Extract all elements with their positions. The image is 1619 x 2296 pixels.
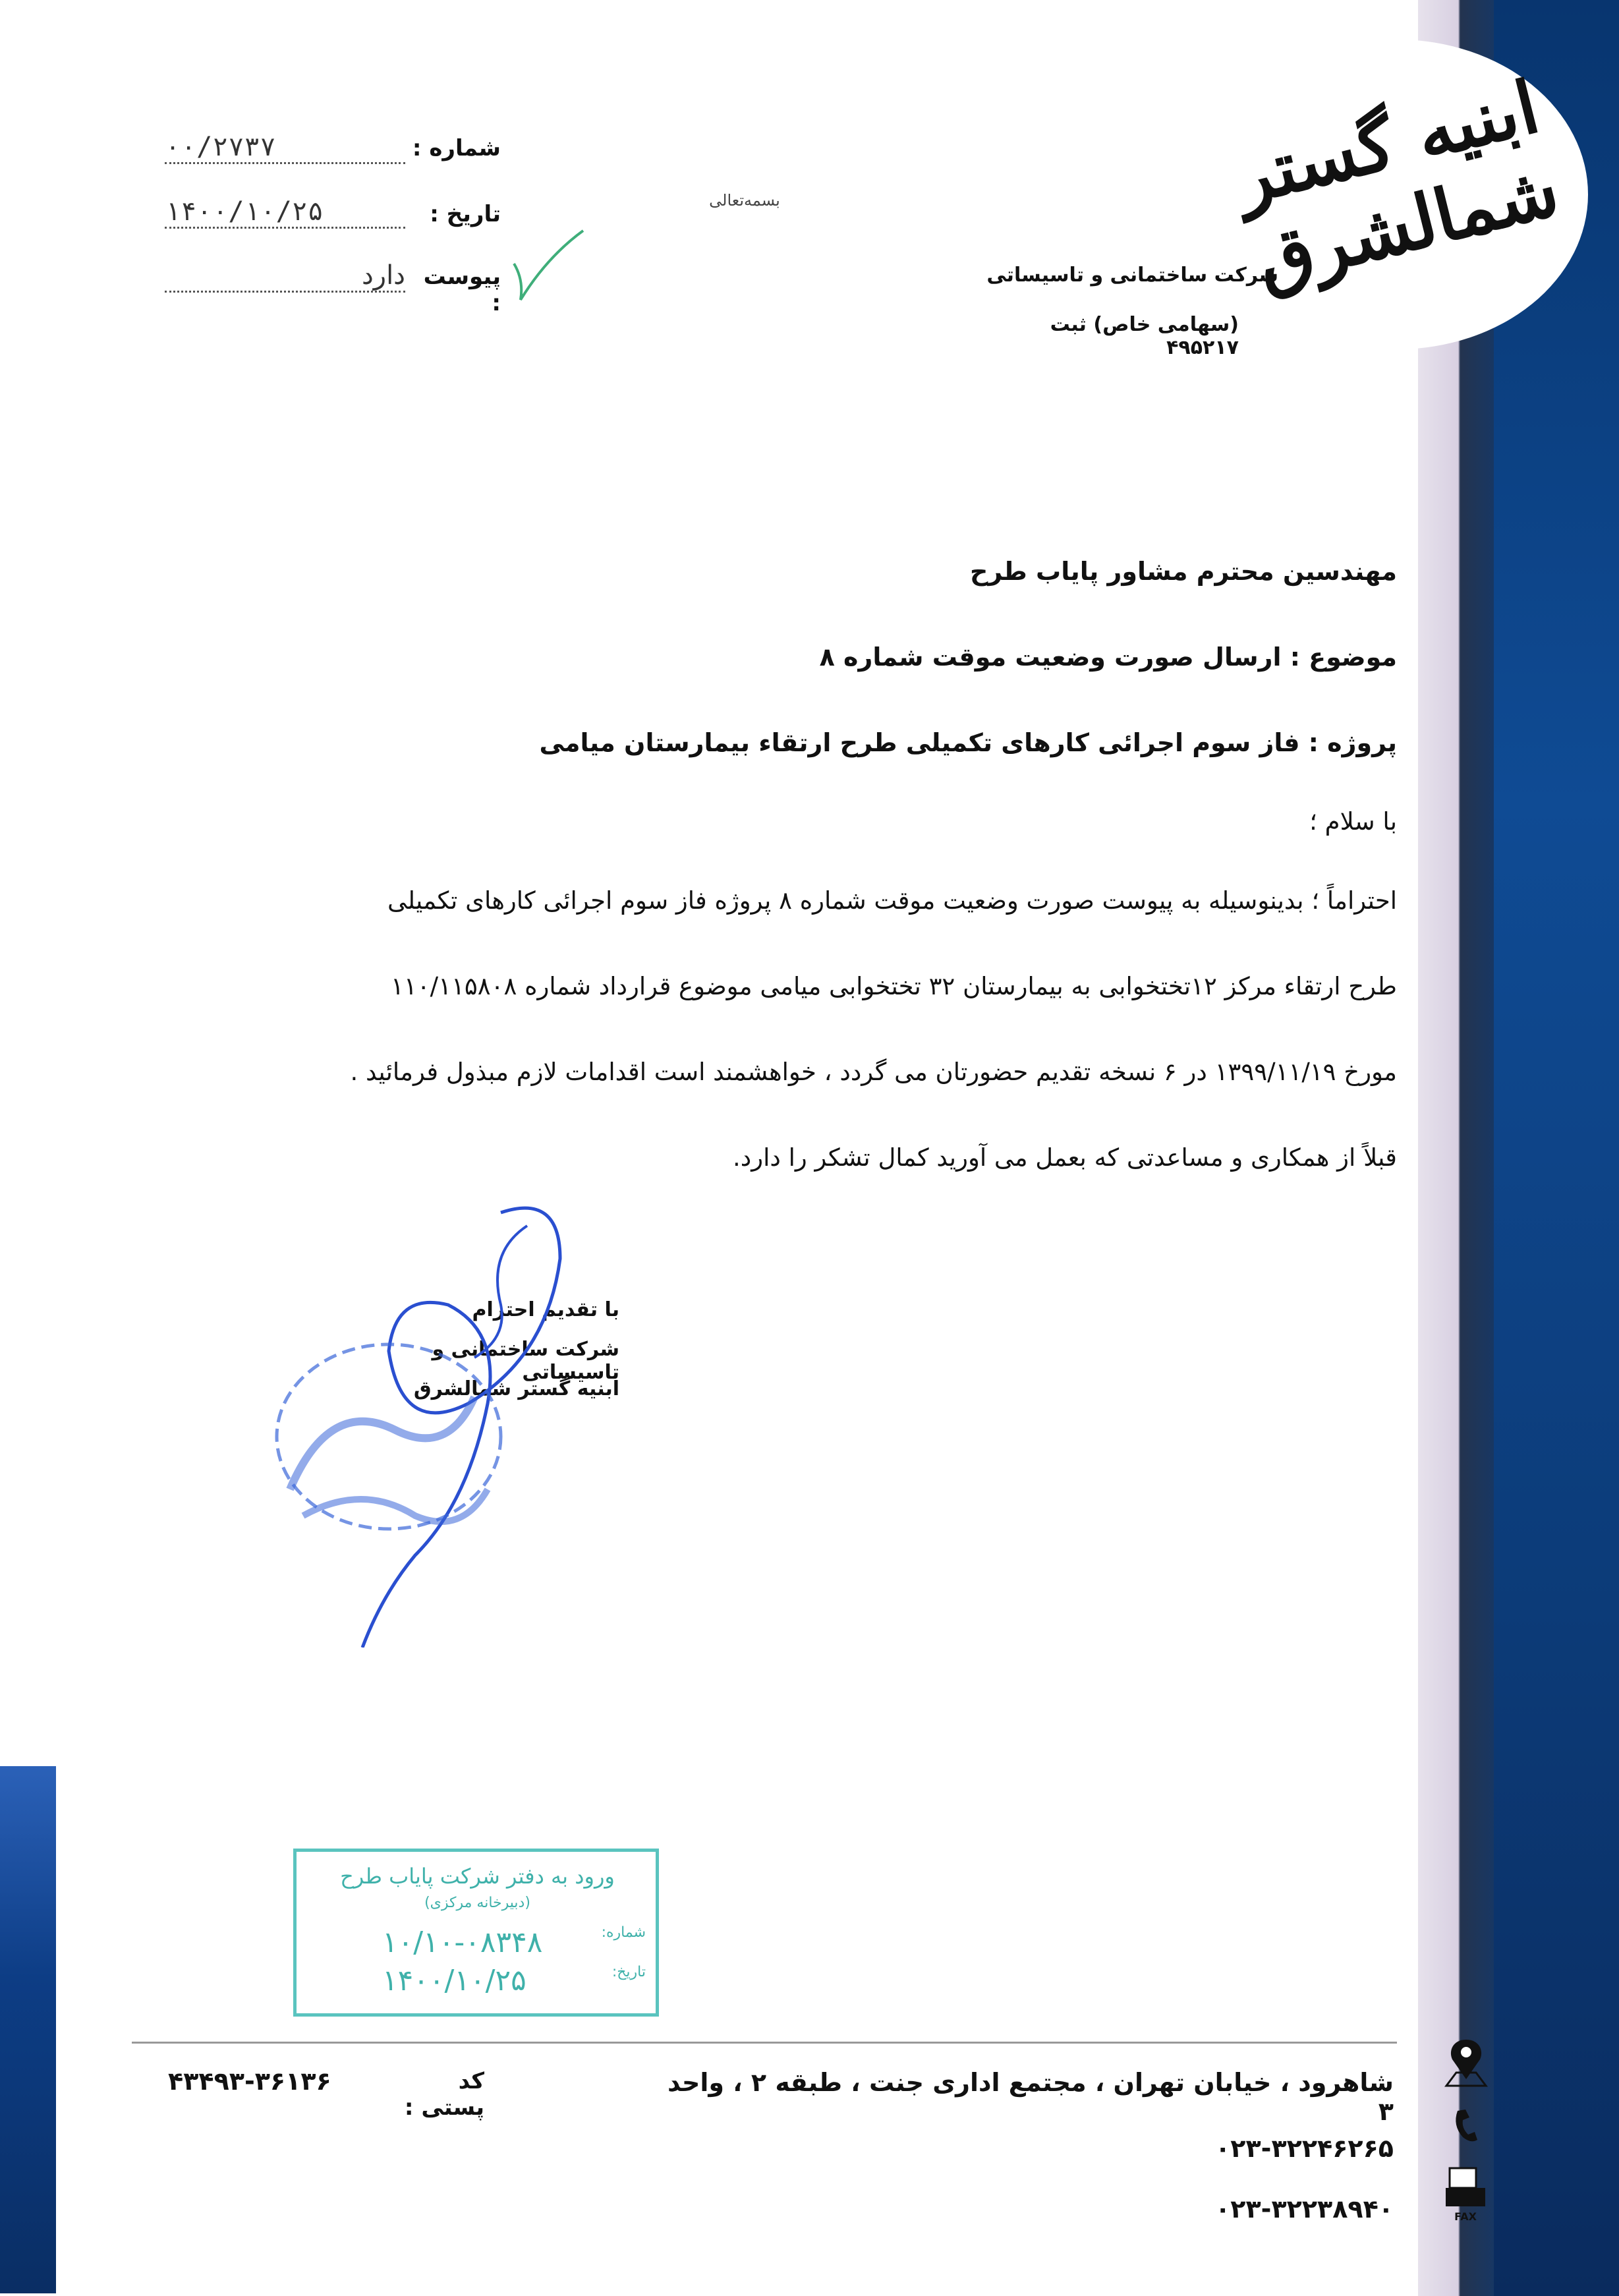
fax-icon-label: FAX [1454, 2210, 1477, 2223]
decorative-side-band-dark [1494, 0, 1619, 2296]
signature-company-line: شرکت ساختمانی و تاسیساتی [432, 1338, 619, 1384]
stamp-number-label: شماره: [601, 1924, 646, 1941]
fax-icon [1443, 2165, 1489, 2224]
stamp-title: ورود به دفتر شرکت پایاب طرح [340, 1864, 615, 1889]
subject: موضوع : ارسال صورت وضعیت موقت شماره ۸ [819, 643, 1397, 672]
location-icon [1443, 2036, 1489, 2089]
company-logo: ابنیه گستر شمالشرق [1226, 64, 1567, 304]
addressee: مهندسین محترم مشاور پایاب طرح [969, 557, 1397, 586]
invocation: بسمه‌تعالی [709, 191, 780, 210]
footer-phone: ۰۲۳-۳۲۲۴۶۲۶۵ [1215, 2134, 1394, 2163]
postal-code-value: ۴۳۴۹۳-۳۶۱۳۶ [168, 2067, 331, 2096]
phone-icon [1450, 2106, 1483, 2145]
date-label: تاریخ : [430, 201, 501, 227]
stamp-date-value: ۱۴۰۰/۱۰/۲۵ [382, 1964, 526, 1997]
attachment-label: پیوست : [423, 264, 501, 316]
check-mark-icon [507, 224, 586, 310]
project: پروژه : فاز سوم اجرائی کارهای تکمیلی طرح ارتقاء بیمارستان میامی [539, 728, 1397, 757]
signature-company-name: ابنیه گستر شمالشرق [413, 1377, 619, 1400]
body-line-3: مورخ ۱۳۹۹/۱۱/۱۹ در ۶ نسخه تقدیم حضورتان می گردد ، خواهشمند است اقدامات لازم مبذول فرمائید . [350, 1058, 1397, 1086]
attachment-value: دارد [165, 260, 405, 293]
greeting: با سلام ؛ [1309, 807, 1397, 836]
body-line-4: قبلاً از همکاری و مساعدتی که بعمل می آورید کمال تشکر را دارد. [733, 1143, 1397, 1172]
date-value: ۱۴۰۰/۱۰/۲۵ [165, 196, 405, 229]
body-line-1: احتراماً ؛ بدینوسیله به پیوست صورت وضعیت موقت شماره ۸ پروژه فاز سوم اجرائی کارهای تکمیلی [387, 886, 1397, 915]
company-registration: (سهامی خاص) ثبت ۴۹۵۲۱۷ [1050, 313, 1239, 359]
company-name: شرکت ساختمانی و تاسیساتی [986, 264, 1278, 287]
body-line-2: طرح ارتقاء مرکز ۱۲تختخوابی به بیمارستان ۳۲ تختخوابی میامی موضوع قرارداد شماره ۱۱۰/۱۱۵۸۰۸ [391, 972, 1397, 1000]
company-seal [250, 1318, 527, 1582]
footer-address: شاهرود ، خیابان تهران ، مجتمع اداری جنت ، طبقه ۲ ، واحد ۳ [667, 2068, 1394, 2126]
stamp-number-value: ۱۰/۱۰-۰۸۳۴۸ [382, 1926, 543, 1959]
footer-fax: ۰۲۳-۳۲۲۳۸۹۴۰ [1215, 2195, 1394, 2224]
stamp-date-label: تاریخ: [611, 1964, 646, 1980]
footer-divider [132, 2042, 1397, 2044]
number-label: شماره : [412, 135, 501, 161]
decorative-left-band [0, 1766, 56, 2293]
postal-code-label: کد پستی : [404, 2068, 484, 2121]
receipt-stamp [293, 1849, 659, 2017]
signature-closing: با تقدیم احترام [472, 1298, 619, 1321]
stamp-subtitle: (دبیرخانه مرکزی) [424, 1895, 530, 1911]
number-value: ۰۰/۲۷۳۷ [165, 132, 405, 164]
